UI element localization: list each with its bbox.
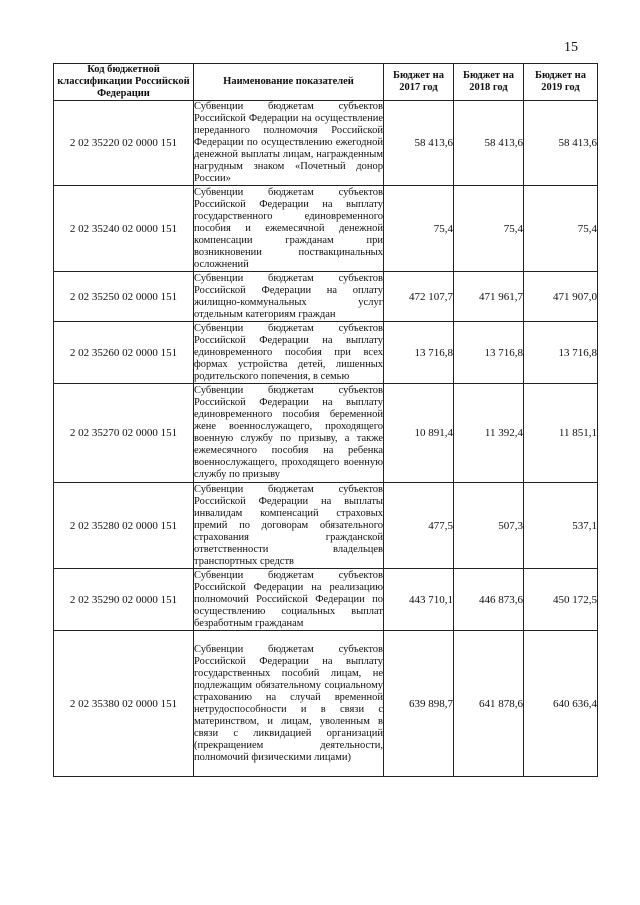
header-code: Код бюджетной классификации Российской Федерации (54, 64, 194, 101)
header-2017: Бюджет на 2017 год (384, 64, 454, 101)
row-2018: 58 413,6 (454, 101, 524, 186)
row-name: Субвенции бюджетам субъектов Российской Федерации на выплату единовременного пособия беременной жене военнослужащего, проходящего военную службу по призыву, а также ежемесячного пособия на ребенка военнослужащего, проходящего военную службу по призыву (194, 384, 384, 483)
table-row (54, 483, 598, 569)
table-row (54, 631, 598, 777)
row-2019: 13 716,8 (524, 322, 598, 384)
row-name: Субвенции бюджетам субъектов Российской Федерации на реализацию полномочий Российской Федерации по осуществлению социальных выплат безработным гражданам (194, 569, 383, 629)
row-2019: 537,1 (524, 483, 598, 569)
row-2017: 75,4 (384, 186, 454, 272)
row-2018: 507,3 (454, 483, 524, 569)
row-code: 2 02 35250 02 0000 151 (54, 272, 194, 322)
row-name: Субвенции бюджетам субъектов Российской Федерации на выплату государственных пособий лицам, не подлежащим обязательному социальному страхованию на случай временной нетрудоспособности и в связи с материнством, и лицам, уволенным в связи с ликвидацией организаций (прекращением деятельности, полномочий физическими лицами) (194, 631, 384, 777)
row-2018: 641 878,6 (454, 631, 524, 777)
table-header-row (54, 64, 598, 101)
row-code: 2 02 35280 02 0000 151 (54, 483, 194, 569)
row-name: Субвенции бюджетам субъектов Российской Федерации на выплату единовременного пособия при всех формах устройства детей, лишенных родительского попечения, в семью (194, 322, 383, 382)
row-2017: 10 891,4 (384, 384, 454, 483)
row-2017: 13 716,8 (384, 322, 454, 384)
table-row (54, 101, 598, 186)
row-2018: 75,4 (454, 186, 524, 272)
header-2019: Бюджет на 2019 год (524, 64, 598, 101)
table-row (54, 322, 598, 384)
row-2017: 443 710,1 (384, 569, 454, 631)
row-name: Субвенции бюджетам субъектов Российской Федерации на осуществление переданного полномочия Российской Федерации по осуществлению ежегодной денежной выплаты лицам, награжденным нагрудным знаком «Почетный донор России» (194, 101, 383, 184)
row-2018: 11 392,4 (454, 384, 524, 483)
table-row (54, 186, 598, 272)
row-2019: 640 636,4 (524, 631, 598, 777)
row-code: 2 02 35290 02 0000 151 (54, 569, 194, 631)
row-code: 2 02 35380 02 0000 151 (54, 631, 194, 777)
table-row (54, 569, 598, 631)
table-row (54, 384, 598, 483)
row-2018: 446 873,6 (454, 569, 524, 631)
row-2017: 472 107,7 (384, 272, 454, 322)
row-2019: 58 413,6 (524, 101, 598, 186)
row-2019: 471 907,0 (524, 272, 598, 322)
header-2018: Бюджет на 2018 год (454, 64, 524, 101)
row-name: Субвенции бюджетам субъектов Российской Федерации на выплаты инвалидам компенсаций страховых премий по договорам обязательного страхования гражданской ответственности владельцев транспортных средств (194, 483, 383, 567)
row-2017: 639 898,7 (384, 631, 454, 777)
budget-table (53, 63, 598, 777)
row-2018: 13 716,8 (454, 322, 524, 384)
row-code: 2 02 35260 02 0000 151 (54, 322, 194, 384)
row-2019: 450 172,5 (524, 569, 598, 631)
row-2019: 75,4 (524, 186, 598, 272)
row-2019: 11 851,1 (524, 384, 598, 483)
header-name: Наименование показателей (194, 64, 384, 101)
row-code: 2 02 35270 02 0000 151 (54, 384, 194, 483)
table-row (54, 272, 598, 322)
row-2017: 477,5 (384, 483, 454, 569)
page-number: 15 (564, 40, 578, 55)
row-name: Субвенции бюджетам субъектов Российской Федерации на выплату государственного единовременного пособия и ежемесячной денежной компенсации гражданам при возникновении поствакцинальных осложнений (194, 186, 383, 270)
row-name: Субвенции бюджетам субъектов Российской Федерации на оплату жилищно-коммунальных услуг отдельным категориям граждан (194, 272, 383, 320)
row-2017: 58 413,6 (384, 101, 454, 186)
row-code: 2 02 35240 02 0000 151 (54, 186, 194, 272)
row-2018: 471 961,7 (454, 272, 524, 322)
row-code: 2 02 35220 02 0000 151 (54, 101, 194, 186)
